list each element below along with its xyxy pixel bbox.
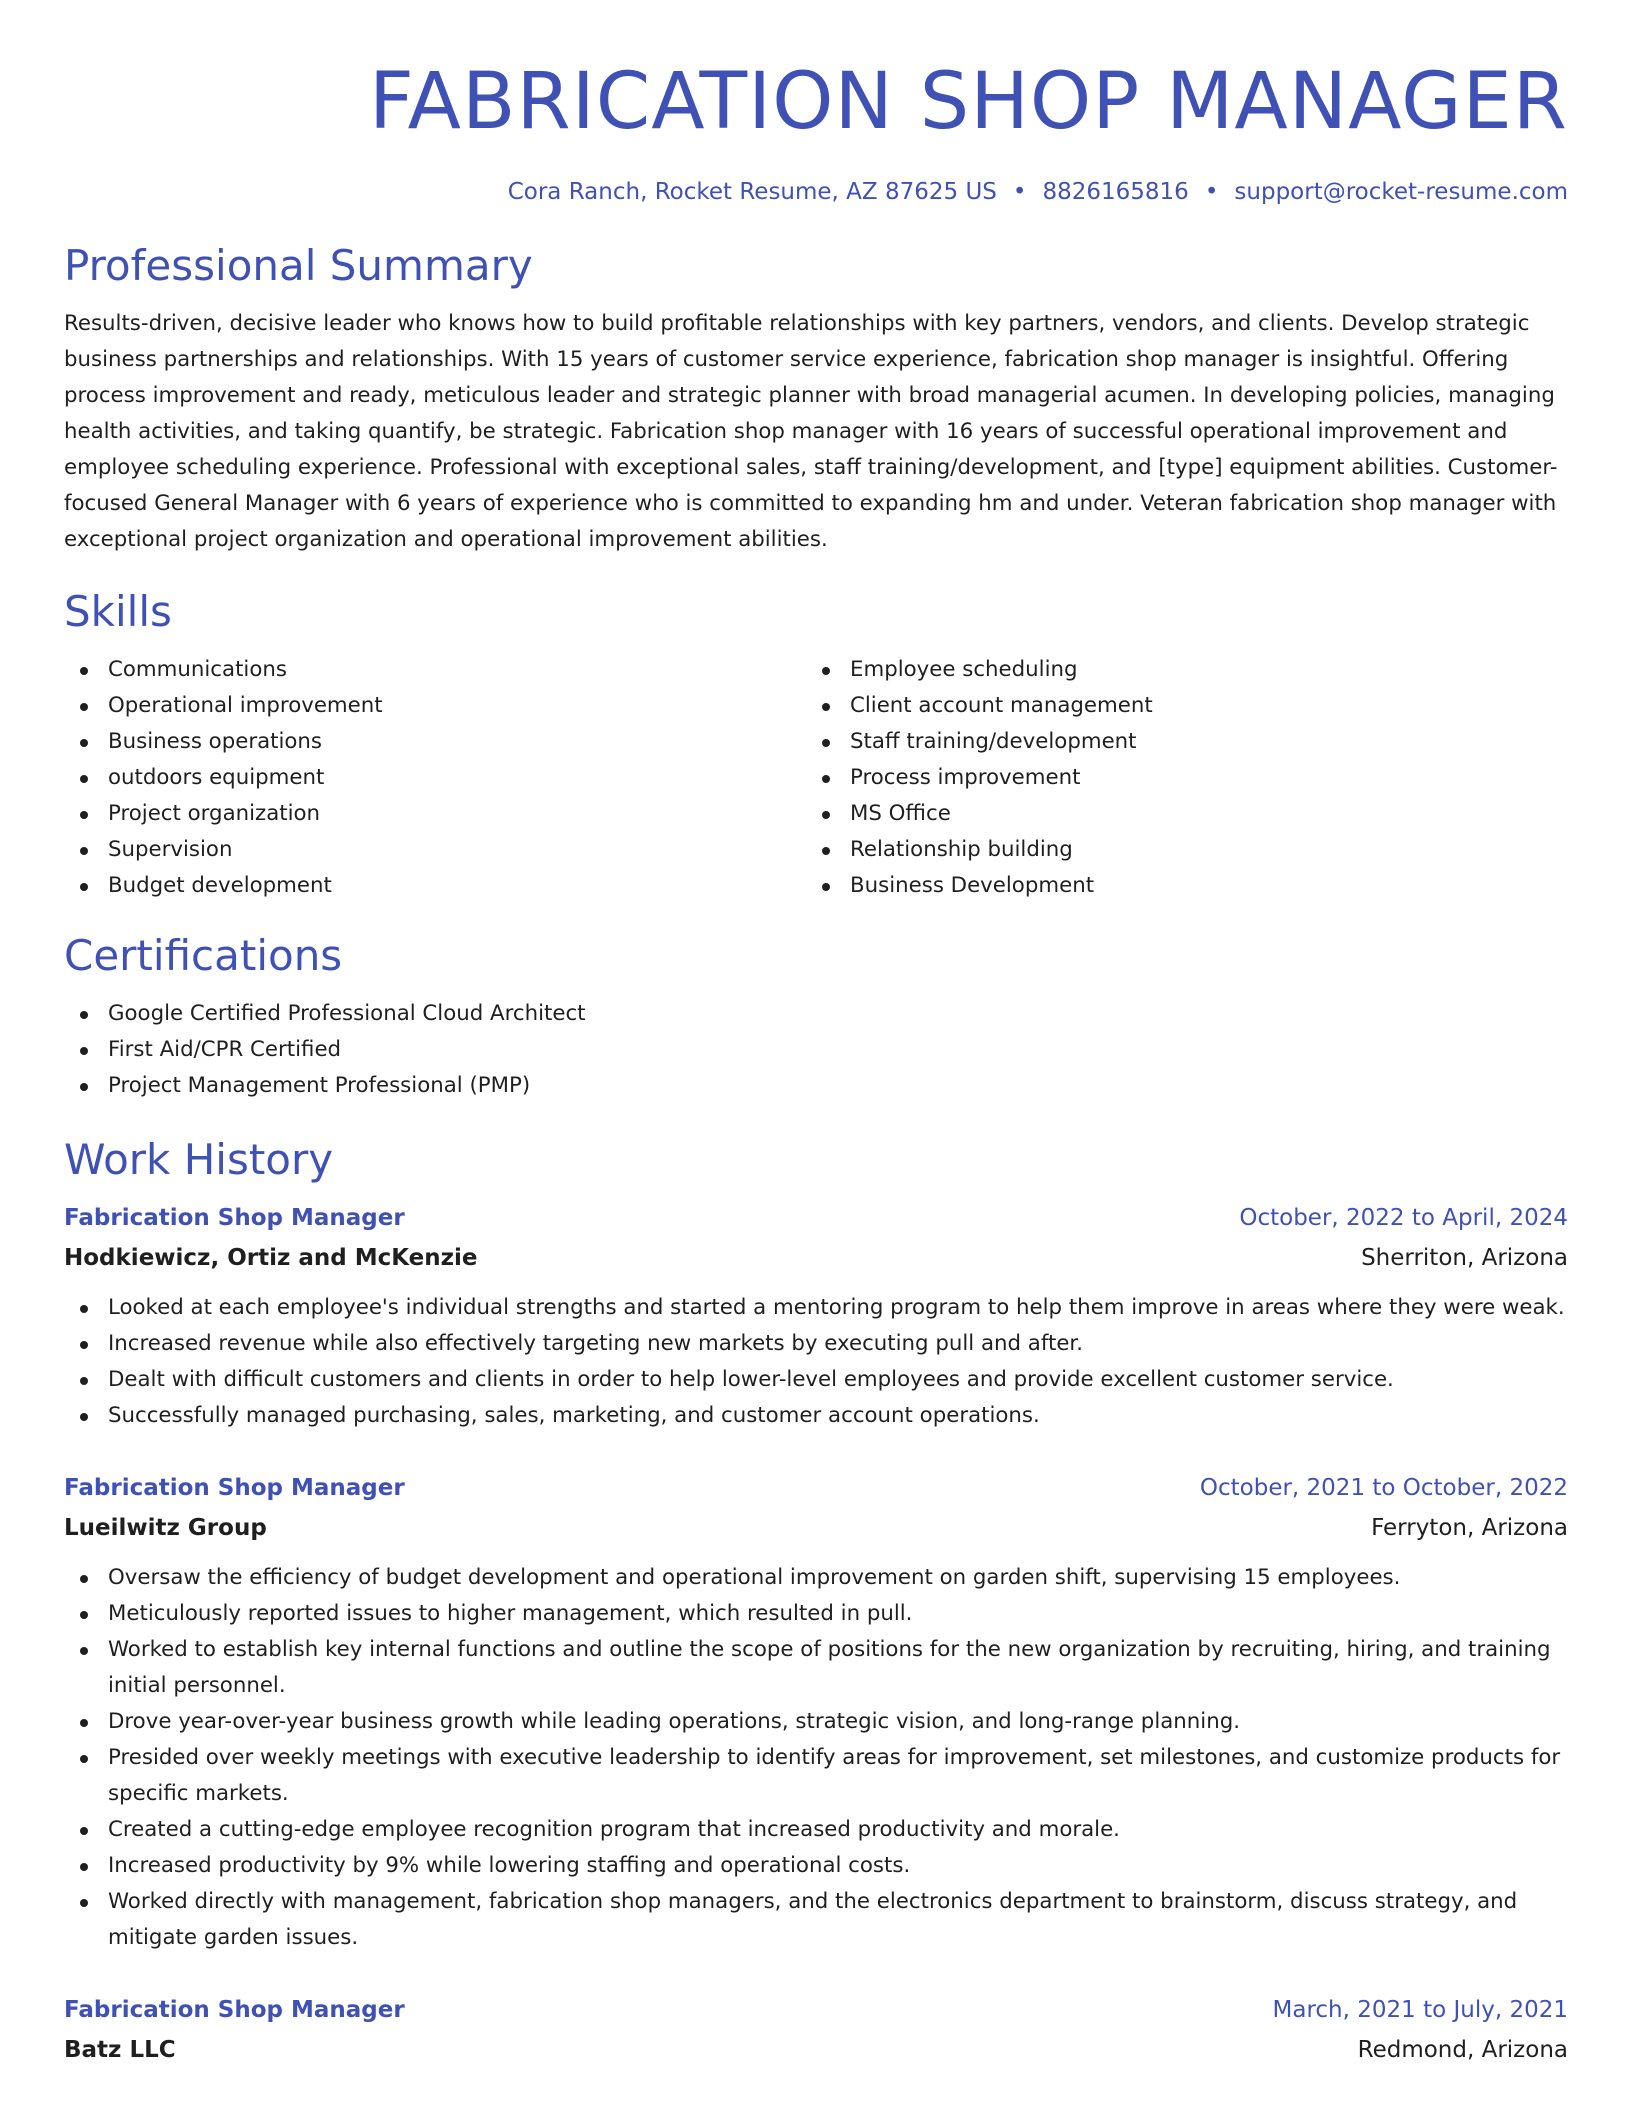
skills-list-left: [64, 652, 806, 904]
job-title-row: [64, 1468, 1568, 1508]
job-bullet: Meticulously reported issues to higher management, which resulted in pull.: [64, 1596, 1568, 1632]
job-location: Redmond, Arizona: [1357, 2037, 1568, 2063]
skill-item: Communications: [64, 652, 806, 688]
job-company: Lueilwitz Group: [64, 1515, 267, 1541]
resume-name: FABRICATION SHOP MANAGER: [368, 57, 1568, 147]
job-company: Batz LLC: [64, 2037, 176, 2063]
skill-item: Business operations: [64, 724, 806, 760]
job-dates: October, 2022 to April, 2024: [1239, 1205, 1568, 1231]
job-bullet: Looked at each employee's individual strengths and started a mentoring program to help them improve in areas where they were weak.: [64, 1290, 1568, 1326]
skills-section: [64, 584, 1568, 904]
job-bullet: Created a cutting-edge employee recognition program that increased productivity and morale.: [64, 1812, 1568, 1848]
work-history-section: [64, 1132, 1568, 2070]
job-title-row: [64, 1990, 1568, 2030]
contact-separator: •: [1204, 179, 1219, 205]
summary-section: [64, 238, 1568, 558]
job-bullet: Increased revenue while also effectively targeting new markets by executing pull and after.: [64, 1326, 1568, 1362]
job-bullet: Worked to establish key internal functions and outline the scope of positions for the new organization by recruiting, hiring, and training initial personnel.: [64, 1632, 1568, 1704]
job-company-row: [64, 1508, 1568, 1548]
certification-item: First Aid/CPR Certified: [64, 1032, 1568, 1068]
contact-phone: 8826165816: [1042, 179, 1189, 205]
job-title: Fabrication Shop Manager: [64, 1475, 405, 1501]
job-bullet: Increased productivity by 9% while lowering staffing and operational costs.: [64, 1848, 1568, 1884]
skill-item: Client account management: [806, 688, 1548, 724]
job-company-row: [64, 2030, 1568, 2070]
job-entry: [64, 1468, 1568, 1956]
job-dates: March, 2021 to July, 2021: [1272, 1997, 1568, 2023]
job-entry: [64, 1198, 1568, 1434]
job-title: Fabrication Shop Manager: [64, 1997, 405, 2023]
job-bullets: [64, 1560, 1568, 1956]
resume-page: [64, 0, 1568, 2070]
contact-line: [64, 176, 1568, 208]
job-bullet: Successfully managed purchasing, sales, marketing, and customer account operations.: [64, 1398, 1568, 1434]
contact-address: Cora Ranch, Rocket Resume, AZ 87625 US: [507, 179, 997, 205]
skill-item: Business Development: [806, 868, 1548, 904]
job-title: Fabrication Shop Manager: [64, 1205, 405, 1231]
skills-columns: [64, 652, 1568, 904]
job-location: Ferryton, Arizona: [1371, 1515, 1568, 1541]
skill-item: Process improvement: [806, 760, 1548, 796]
skill-item: Relationship building: [806, 832, 1548, 868]
skill-item: Budget development: [64, 868, 806, 904]
job-bullet: Drove year-over-year business growth while leading operations, strategic vision, and long-range planning.: [64, 1704, 1568, 1740]
skill-item: Supervision: [64, 832, 806, 868]
job-dates: October, 2021 to October, 2022: [1199, 1475, 1568, 1501]
contact-email: support@rocket-resume.com: [1234, 179, 1568, 205]
skill-item: Project organization: [64, 796, 806, 832]
summary-text: Results-driven, decisive leader who knows how to build profitable relationships with key partners, vendors, and clients. Develop strategic business partnerships and relationships. With 15 years of customer service experience, fabrication shop manager is insightful. Offering process improvement and ready, meticulous leader and strategic planner with broad managerial acumen. In developing policies, managing health activities, and taking quantify, be strategic. Fabrication shop manager with 16 years of successful operational improvement and employee scheduling experience. Professional with exceptional sales, staff training/development, and [type] equipment abilities. Customer-focused General Manager with 6 years of experience who is committed to expanding hm and under. Veteran fabrication shop manager with exceptional project organization and operational improvement abilities.: [64, 311, 1558, 552]
work-history-heading: Work History: [64, 1135, 334, 1184]
job-bullet: Oversaw the efficiency of budget development and operational improvement on garden shift, supervising 15 employees.: [64, 1560, 1568, 1596]
skill-item: Employee scheduling: [806, 652, 1548, 688]
skill-item: Operational improvement: [64, 688, 806, 724]
skills-heading: Skills: [64, 587, 172, 636]
contact-separator: •: [1012, 179, 1027, 205]
job-entry: [64, 1990, 1568, 2070]
certifications-section: [64, 928, 1568, 1104]
skill-item: Staff training/development: [806, 724, 1548, 760]
job-bullet: Worked directly with management, fabrication shop managers, and the electronics department to brainstorm, discuss strategy, and mitigate garden issues.: [64, 1884, 1568, 1956]
job-bullet: Dealt with difficult customers and clients in order to help lower-level employees and provide excellent customer service.: [64, 1362, 1568, 1398]
skills-list-right: [806, 652, 1548, 904]
skill-item: outdoors equipment: [64, 760, 806, 796]
skill-item: MS Office: [806, 796, 1548, 832]
job-bullet: Presided over weekly meetings with executive leadership to identify areas for improvement, set milestones, and customize products for specific markets.: [64, 1740, 1568, 1812]
certifications-list: [64, 996, 1568, 1104]
certification-item: Google Certified Professional Cloud Architect: [64, 996, 1568, 1032]
job-location: Sherriton, Arizona: [1361, 1245, 1568, 1271]
summary-heading: Professional Summary: [64, 241, 533, 290]
job-title-row: [64, 1198, 1568, 1238]
job-company: Hodkiewicz, Ortiz and McKenzie: [64, 1245, 478, 1271]
certifications-heading: Certifications: [64, 931, 343, 980]
certification-item: Project Management Professional (PMP): [64, 1068, 1568, 1104]
job-company-row: [64, 1238, 1568, 1278]
resume-header: [64, 0, 1568, 208]
job-bullets: [64, 1290, 1568, 1434]
